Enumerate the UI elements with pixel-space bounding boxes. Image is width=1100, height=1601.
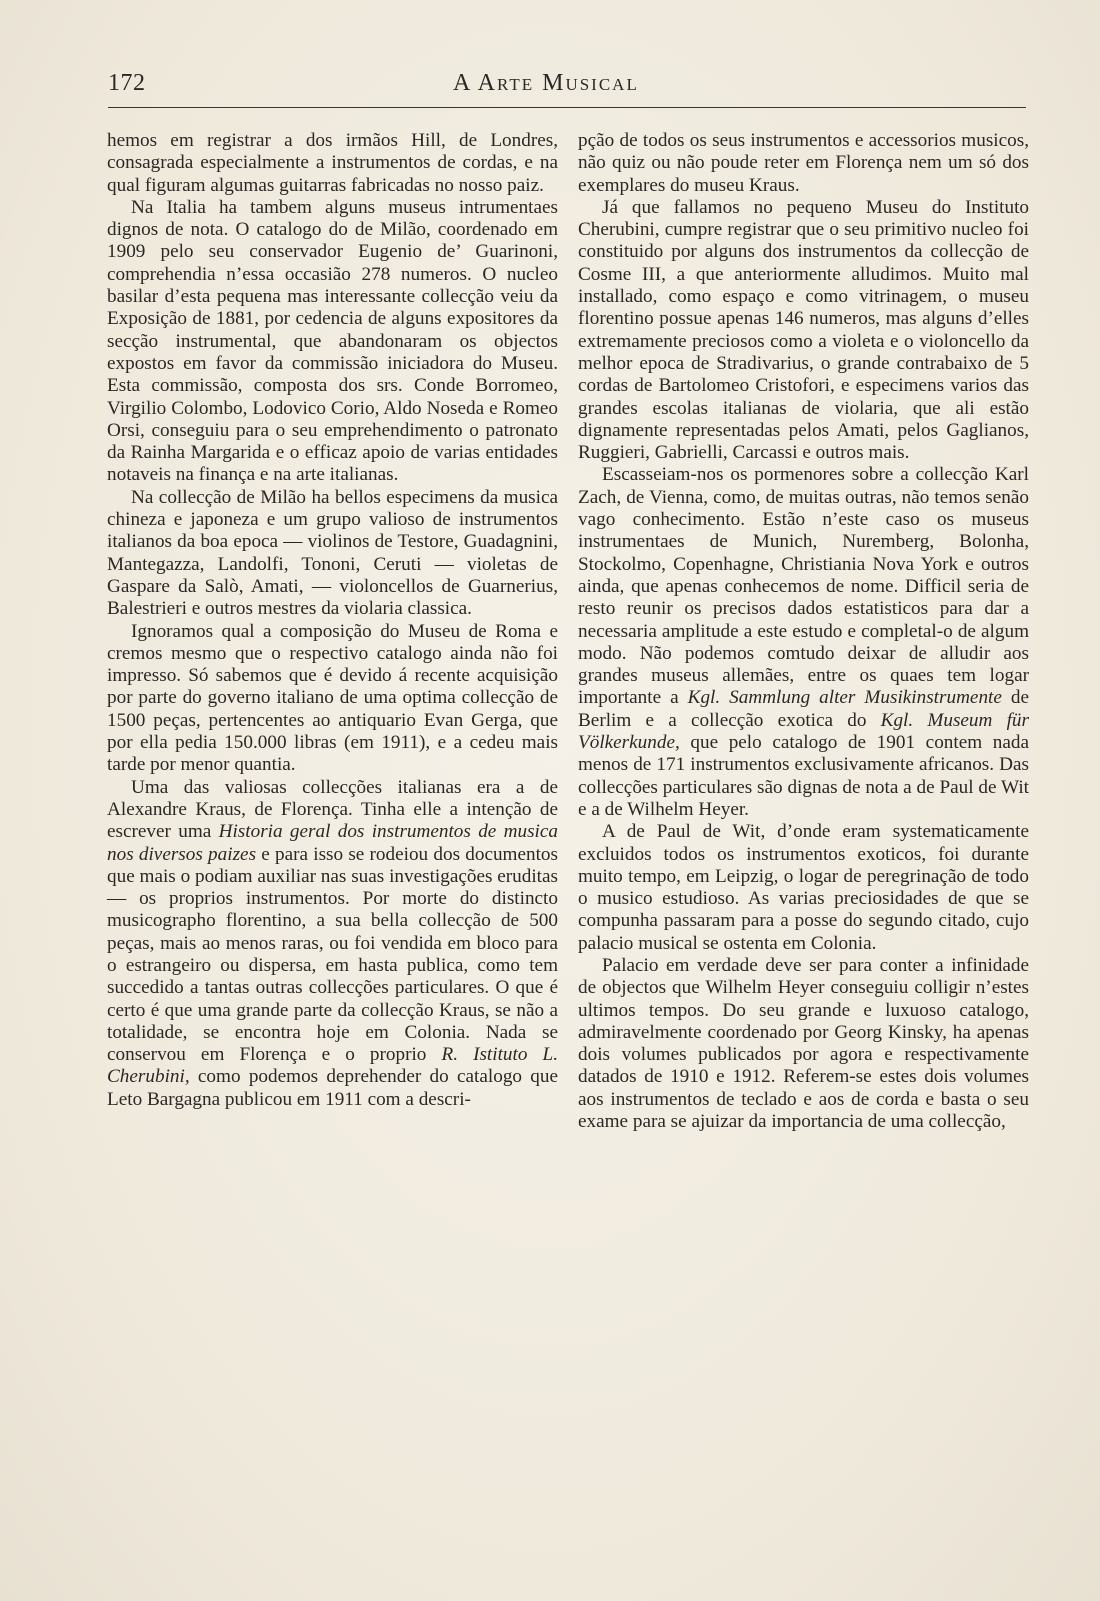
paragraph: Ignoramos qual a composição do Museu de Roma e cremos mesmo que o respectivo catalogo ainda não foi impresso. Só sabemos que é devido á recente acquisição por parte do governo italiano de uma optima collecção de 1500 peças, pertencentes ao antiquario Evan Gerga, que por ella pedia 150.000 libras (em 1911), e a cedeu mais tarde por menor quantia. [107,620,558,776]
paragraph: Na Italia ha tambem alguns museus intrumentaes dignos de nota. O catalogo do de Milão, coordenado em 1909 pelo seu conservador Eugenio de’ Guarinoni, comprehendia n’essa occasião 278 numeros. O nucleo basilar d’esta pequena mas interessante collecção veiu da Exposição de 1881, por cedencia de alguns expositores da secção instrumental, que abandonaram os objectos expostos em favor da commissão iniciadora do Museu. Esta commissão, composta dos srs. Conde Borromeo, Virgilio Colombo, Lodovico Corio, Aldo Noseda e Romeo Orsi, conseguiu para o seu emprehendimento o patronato da Rainha Margarida e o efficaz apoio de varias entidades notaveis na finança e na arte italianas. [107,196,558,486]
paragraph: A de Paul de Wit, d’onde eram systematicamente excluidos todos os instrumentos exoticos, foi durante muito tempo, em Leipzig, o logar de peregrinação de todo o musico estudioso. As varias preciosidades de que se compunha passaram para a posse do segundo citado, cujo palacio musical se ostenta em Colonia. [578,821,1029,954]
right-column [578,130,1029,1133]
text-run: de Berlim e a collecção exotica do [578,687,1029,731]
paragraph: Palacio em verdade deve ser para conter a infinidade de objectos que Wilhelm Heyer conseguiu colligir n’estes ultimos tempos. Do seu grande e luxuoso catalogo, admiravelmente coordenado por Georg Kinsky, ha apenas dois volumes publicados por agora e respectivamente datados de 1910 e 1912. Referem-se estes dois volumes aos instrumentos de teclado e aos de corda e basta o seu exame para se ajuizar da importancia de uma collecção, [578,954,1029,1133]
italic-title: Kgl. Museum für Völkerkunde, [578,709,1029,754]
paragraph [578,464,1029,821]
paragraph: pção de todos os seus instrumentos e accessorios musicos, não quiz ou não poude reter em Florença nem um só dos exemplares do museu Kraus. [578,130,1029,196]
italic-title: R. Istituto L. Cherubini, [107,1044,558,1088]
italic-title: Kgl. Sammlung alter Musikinstrumente [687,687,1002,709]
page-number: 172 [108,70,146,96]
text-run: Uma das valiosas collecções italianas era a de Alexandre Kraus, de Florença. Tinha elle a intenção de escrever uma [107,776,558,843]
running-title: A Arte Musical [453,70,639,96]
text-run: como podemos deprehender do catalogo que Leto Bargagna publicou em 1911 com a descri- [107,1066,558,1110]
header-rule [108,107,1026,108]
paragraph [107,777,558,1111]
paragraph: hemos em registrar a dos irmãos Hill, de Londres, consagrada especialmente a instrumentos de cordas, e na qual figuram algumas guitarras fabricadas no nosso paiz. [107,130,558,196]
paragraph: Já que fallamos no pequeno Museu do Instituto Cherubini, cumpre registrar que o seu primitivo nucleo foi constituido por alguns dos instrumentos da collecção de Cosme III, a que anteriormente alludimos. Muito mal installado, como espaço e como vitrinagem, o museu florentino possue apenas 146 numeros, mas alguns d’elles extremamente preciosos como a violeta e o violoncello da melhor epoca de Stradivarius, o grande contrabaixo de 5 cordas de Bartolomeo Cristofori, e especimens varios das grandes escolas italianas de violaria, que ali estão dignamente representadas pelos Amati, pelos Gaglianos, Ruggieri, Gabrielli, Carcassi e outros mais. [578,196,1029,464]
text-run: e para isso se rodeiou dos documentos que mais o podiam auxiliar nas suas investigações eruditas — os proprios instrumentos. Por morte do distincto musicographo florentino, a sua bella collecção de 500 peças, mais ao menos raras, ou foi vendida em bloco para o estrangeiro ou dispersa, em hasta publica, como tem succedido a tantas outras collecções particulares. O que é certo é que uma grande parte da collecção Kraus, se não a totalidade, se encontra hoje em Colonia. Nada se conservou em Florença e o proprio [107,843,558,1066]
text-run: que pelo catalogo de 1901 contem nada menos de 171 instrumentos exclusivamente africanos. Das collecções particulares são dignas de nota a de Paul de Wit e a de Wilhelm Heyer. [578,732,1029,820]
italic-title: Historia geral dos instrumentos de musica nos diversos paizes [107,821,558,865]
page-header [108,66,1028,106]
paragraph: Na collecção de Milão ha bellos especimens da musica chineza e japoneza e um grupo valioso de instrumentos italianos da boa epoca — violinos de Testore, Guadagnini, Mantegazza, Landolfi, Tononi, Ceruti — violetas de Gaspare da Salò, Amati, — violoncellos de Guarnerius, Balestrieri e outros mestres da violaria classica. [107,486,558,620]
text-run: Escasseiam-nos os pormenores sobre a collecção Karl Zach, de Vienna, como, de muitas outras, não temos senão vago conhecimento. Estão n’este caso os museus instrumentaes de Munich, Nuremberg, Bolonha, Stockolmo, Copenhagne, Christiania Nova York e outros ainda, que apenas conhecemos de nome. Difficil seria de resto reunir os precisos dados estatisticos para dar a necessaria amplitude a este estudo e completal-o de algum modo. Não podemos comtudo deixar de alludir aos grandes museus allemães, entre os quaes tem logar importante a [578,464,1029,709]
left-column [107,130,558,1111]
